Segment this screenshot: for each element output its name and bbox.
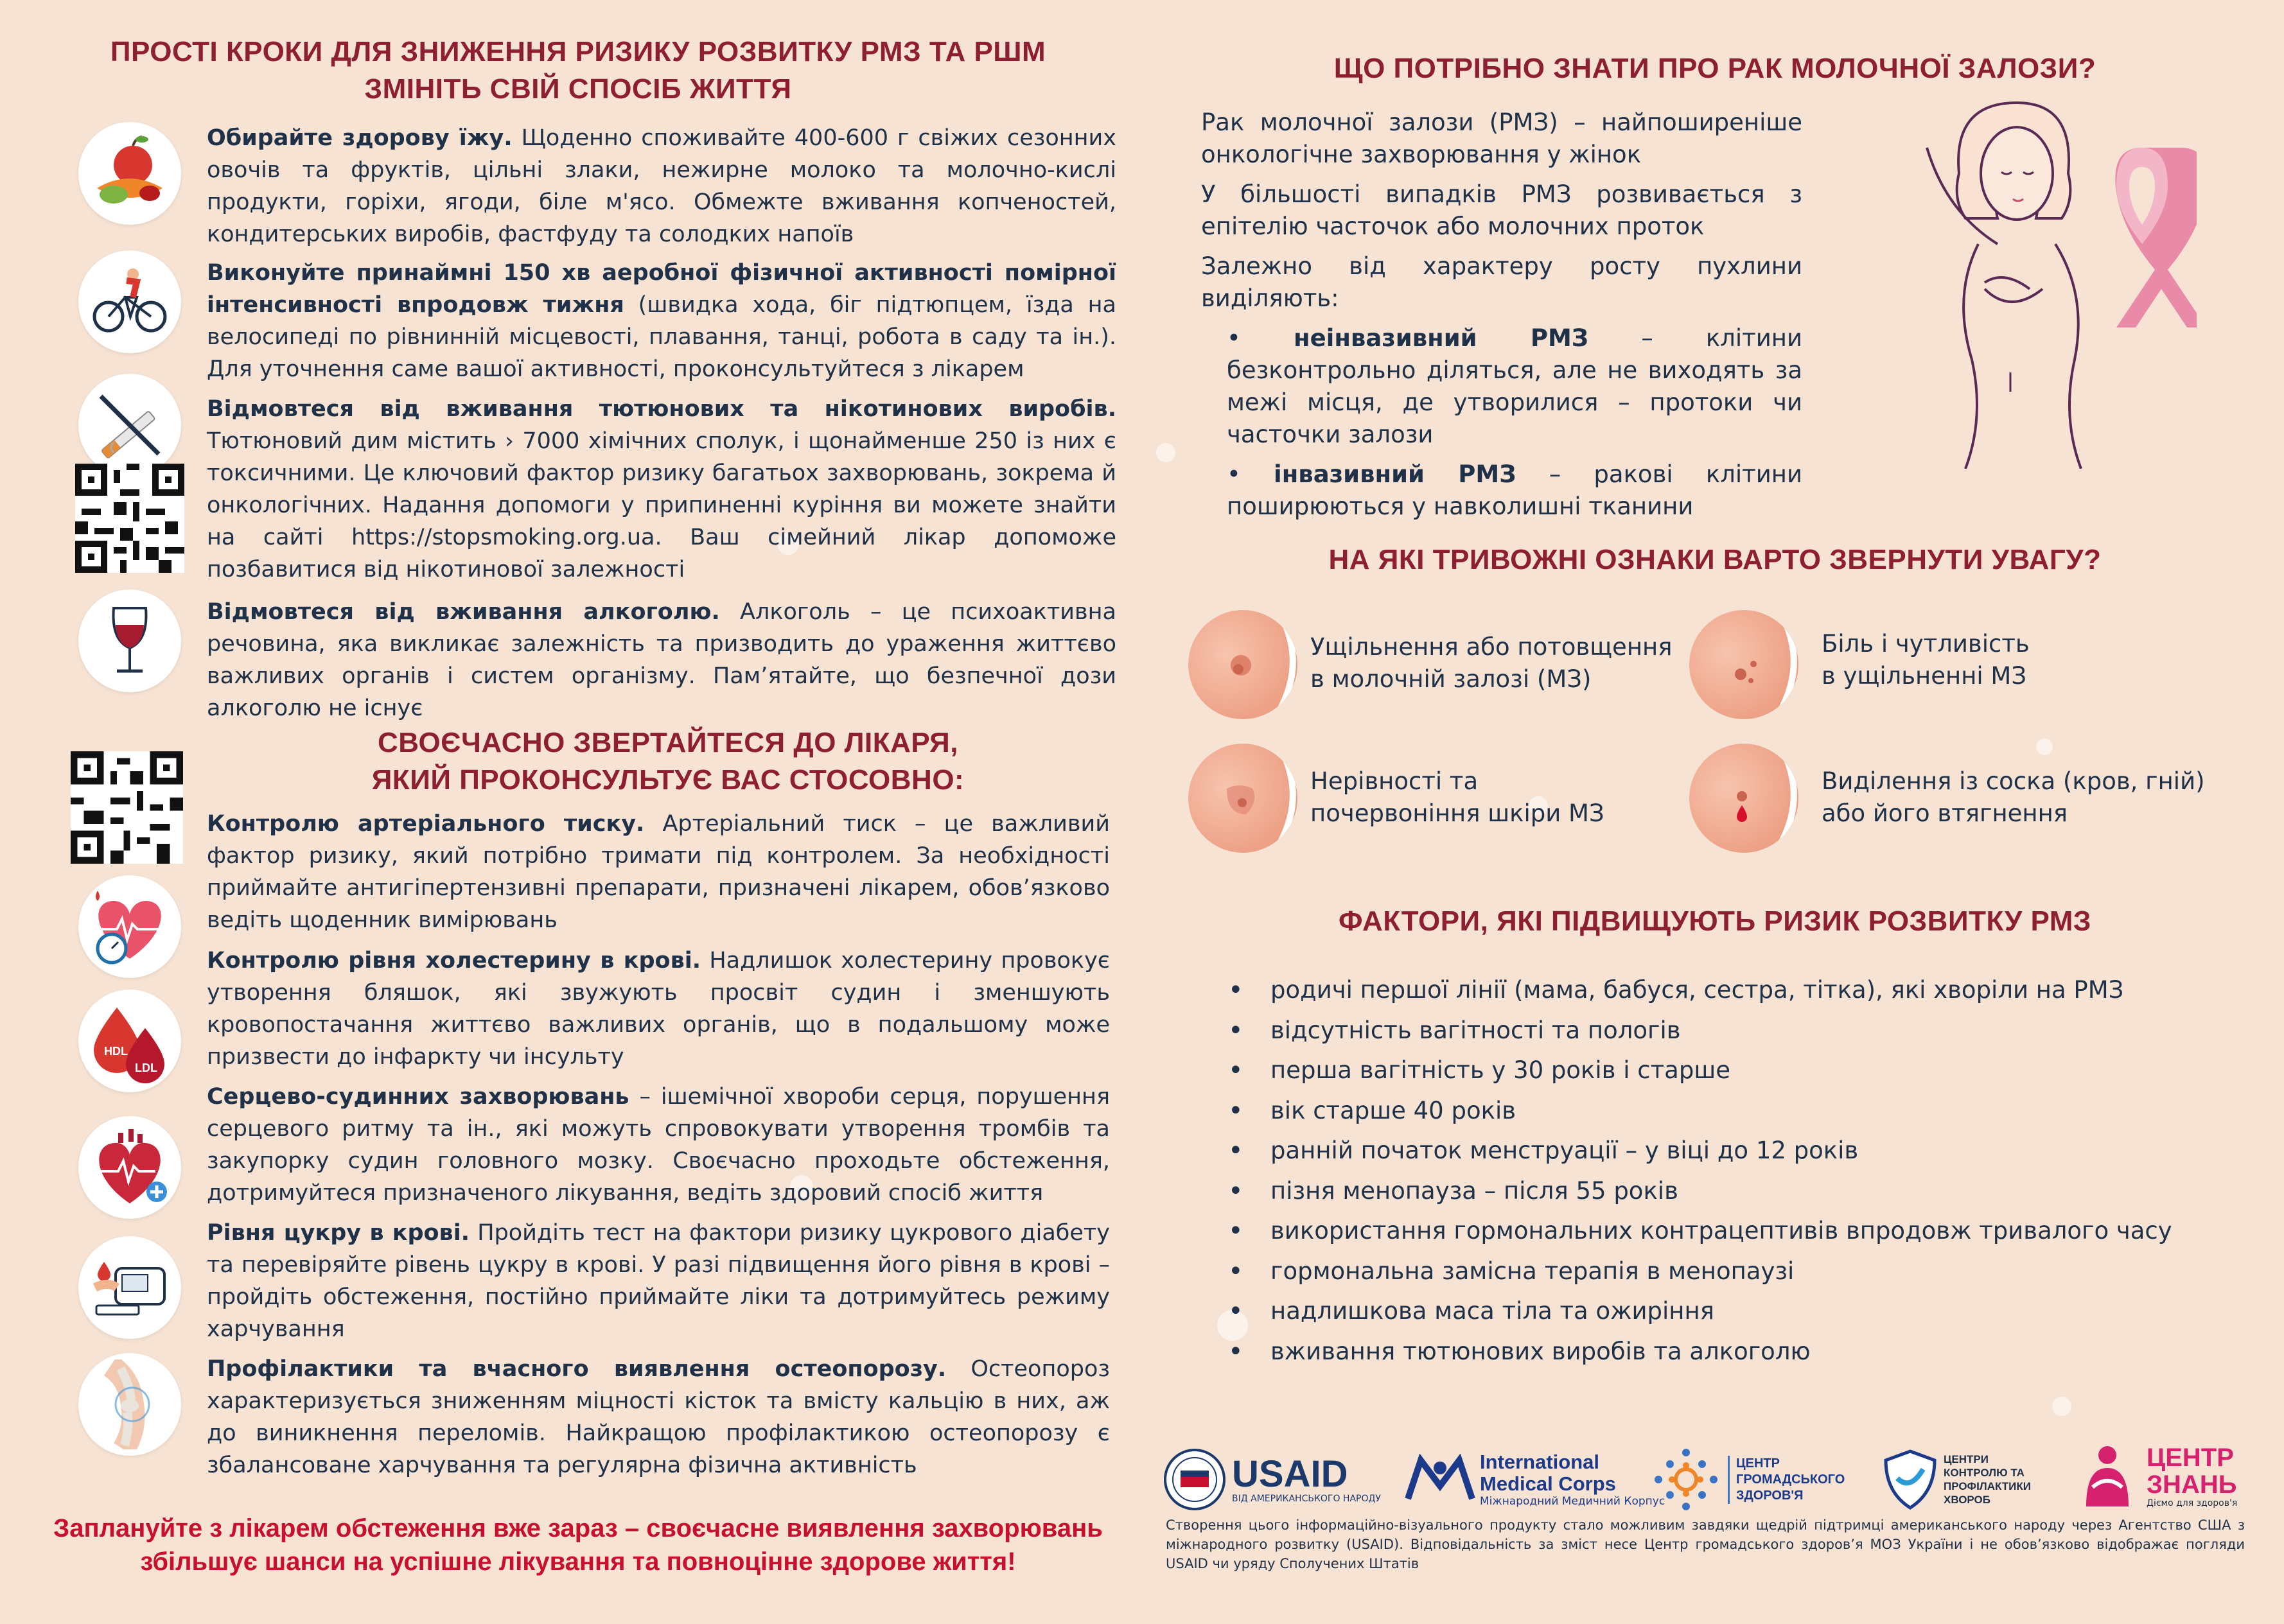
item-bold: Контролю артеріального тиску.	[207, 811, 645, 837]
disclaimer-text: Створення цього інформаційно-візуального продукту стало можливим завдяки щедрій підтримці американського народу через Агентство США з міжнародного розвитку (USAID). Відповідальність за зміст несе Центр громадського здоров’я МОЗ України і не обов’язково відображає погляди USAID чи уряду Сполучених Штатів	[1166, 1517, 2245, 1571]
ckp-logo	[1883, 1446, 2031, 1513]
item-bold: Відмовтеся від вживання алкоголю.	[207, 599, 720, 625]
usaid-logo	[1164, 1446, 1381, 1513]
list-item: • використання гормональних контрацептивів впродовж тривалого часу	[1228, 1211, 2204, 1252]
section-title: ЩО ПОТРІБНО ЗНАТИ ПРО РАК МОЛОЧНОЇ ЗАЛОЗИ?	[1333, 53, 2096, 84]
title-line: ЯКИЙ ПРОКОНСУЛЬТУЄ ВАС СТОСОВНО:	[371, 764, 965, 796]
list-item-blood-pressure	[207, 808, 1110, 936]
item-text	[207, 1081, 1110, 1209]
item-body: Артеріальний тиск – це важливий фактор ризику, який потрібно тримати під контролем. За необхідності приймайте антигіпертензивні препарати, призначені лікарем, обов’язково ведіть щоденник вимірювань	[207, 811, 1110, 933]
info-bullet: • неінвазивний РМЗ – клітини безконтрольно діляться, але не виходять за межі місця, де утворилися – протоки чи часточки залози	[1227, 324, 1802, 448]
section-title	[39, 33, 1118, 108]
imc-line: Medical Corps	[1480, 1472, 1616, 1495]
ckp-shield-icon	[1883, 1449, 1937, 1510]
right-section2-title	[1201, 541, 2229, 579]
item-text	[207, 596, 1116, 724]
list-item: • вживання тютюнових виробів та алкоголю	[1228, 1332, 2204, 1372]
knee-joint-icon	[78, 1353, 181, 1456]
hdl-label: HDL	[104, 1045, 128, 1058]
footer-line: Заплануйте з лікарем обстеження вже зараз – своєчасне виявлення захворювань	[53, 1514, 1103, 1542]
risk-factors	[1228, 970, 2204, 1372]
blood-drops-icon	[78, 990, 181, 1092]
wine-glass-icon	[78, 589, 181, 692]
item-body: Щоденно споживайте 400-600 г свіжих сезонних овочів та фруктів, цільні злаки, нежирне молоко та молочно-кислі продукти, горіхи, ягоди, біле м'ясо. Обмежте вживання копченостей, кондитерських виробів, фастфуду та солодких напоїв	[207, 125, 1116, 247]
item-text	[207, 257, 1116, 385]
usaid-text	[1232, 1455, 1381, 1504]
imc-tagline: Міжнародний Медичний Корпус	[1480, 1495, 1665, 1508]
list-item: • родичі першої лінії (мама, бабуся, сестра, тітка), які хворіли на РМЗ	[1228, 970, 2204, 1011]
sign-line: Нерівності та	[1310, 767, 1479, 795]
list-item-food	[207, 122, 1116, 250]
info-paragraph: Залежно від характеру росту пухлини виділяють:	[1201, 252, 1802, 312]
section-title: НА ЯКІ ТРИВОЖНІ ОЗНАКИ ВАРТО ЗВЕРНУТИ УВАГУ?	[1328, 544, 2102, 575]
cz-logo	[2073, 1438, 2237, 1514]
cgz-line: ЗДОРОВ'Я	[1736, 1488, 1804, 1503]
factor-list	[1228, 970, 2204, 1372]
cgz-emblem-icon	[1651, 1446, 1721, 1513]
disclaimer	[1166, 1515, 2245, 1573]
imc-line: International	[1480, 1451, 1600, 1473]
right-section1-title	[1201, 50, 2229, 87]
item-bold: Профілактики та вчасного виявлення остеопорозу.	[207, 1356, 947, 1382]
item-bold: Серцево-судинних захворювань	[207, 1084, 629, 1110]
sign-line: Біль і чутливість	[1822, 630, 2030, 658]
item-bold: Відмовтеся від вживання тютюнових та нікотинових виробів.	[207, 396, 1116, 422]
list-item: • відсутність вагітності та пологів	[1228, 1011, 2204, 1051]
ckp-line: ХВОРОБ	[1944, 1494, 1990, 1506]
list-item-cholesterol	[104, 945, 1110, 1074]
usaid-tagline: ВІД АМЕРИКАНСЬКОГО НАРОДУ	[1232, 1494, 1381, 1504]
bullet-body: – клітини безконтрольно діляться, але не виходять за межі місця, де утворилися – протоки чи часточки залози	[1227, 324, 1802, 448]
cgz-logo	[1651, 1446, 1845, 1513]
item-text	[207, 1353, 1110, 1481]
list-item-cardiovascular	[207, 1081, 1110, 1209]
cgz-line: ГРОМАДСЬКОГО	[1736, 1472, 1845, 1487]
info-paragraph: У більшості випадків РМЗ розвивається з епітелію часточок або молочних проток	[1201, 180, 1802, 240]
item-text	[207, 945, 1110, 1073]
right-section3-title	[1201, 903, 2229, 940]
bg-dot	[1156, 443, 1175, 462]
item-body: Тютюновий дим містить › 7000 хімічних сполук, і щонайменше 250 із них є токсичними. Це ключовий фактор ризику багатьох захворювань, зокрема й онкологічних. Надання допомоги у припиненні куріння ви можете знайти на сайті https://stopsmoking.org.ua. Ваш сімейний лікар допоможе позбавитися від нікотинової залежності	[207, 428, 1116, 582]
bg-dot	[2052, 1397, 2071, 1416]
item-text	[207, 1217, 1110, 1345]
section-title	[218, 724, 1118, 799]
list-item: • вік старше 40 років	[1228, 1091, 2204, 1131]
sign-skin	[1310, 765, 1604, 830]
ckp-line: ЦЕНТРИ	[1944, 1453, 1989, 1465]
food-icon	[78, 122, 181, 225]
blood-pressure-icon	[78, 875, 181, 978]
title-line: ПРОСТІ КРОКИ ДЛЯ ЗНИЖЕННЯ РИЗИКУ РОЗВИТКУ РМЗ ТА РШМ	[110, 36, 1046, 67]
sign-line: в молочній залозі (МЗ)	[1310, 665, 1592, 693]
list-item-osteoporosis	[207, 1353, 1110, 1481]
footer-line: збільшує шанси на успішне лікування та повноцінне здорове життя!	[140, 1548, 1016, 1576]
item-body: Надлишок холестерину провокує утворення бляшок, які звужують просвіт судин і зменшують кровопостачання життєво важливих органів, що в подальшому може призвести до інфаркту чи інсульту	[207, 948, 1110, 1070]
item-body: Остеопороз характеризується зниженням міцності кісток та вмісту кальцію в них, аж до виникнення переломів. Найкращою профілактикою остеопорозу є збалансоване харчування та регулярна фізична активність	[207, 1356, 1110, 1478]
breast-skin-icon	[1188, 744, 1297, 853]
breast-pain-icon	[1689, 610, 1798, 719]
qr-code-icon	[71, 751, 183, 864]
list-item-smoking	[207, 393, 1116, 586]
ckp-line: КОНТРОЛЮ ТА	[1944, 1467, 2025, 1479]
sign-lump	[1310, 631, 1672, 695]
ldl-label: LDL	[135, 1061, 157, 1074]
nipple-discharge-icon	[1689, 744, 1798, 853]
cz-line: ЗНАНЬ	[2147, 1471, 2237, 1499]
imc-emblem-icon	[1401, 1454, 1479, 1505]
item-bold: Контролю рівня холестерину в крові.	[207, 948, 701, 974]
sign-pain	[1822, 628, 2030, 692]
list-item: • гормональна замісна терапія в менопаузі	[1228, 1252, 2204, 1292]
item-text	[207, 808, 1110, 936]
title-line: СВОЄЧАСНО ЗВЕРТАЙТЕСЯ ДО ЛІКАРЯ,	[377, 727, 958, 758]
pink-ribbon-icon	[2087, 128, 2197, 327]
info-bullet: • інвазивний РМЗ – ракові клітини поширюються у навколишні тканини	[1227, 460, 1802, 520]
cgz-line: ЦЕНТР	[1736, 1456, 1780, 1471]
sign-line: почервоніння шкіри МЗ	[1310, 799, 1604, 827]
sign-line: Виділення із соска (кров, гній)	[1822, 767, 2205, 795]
usaid-seal-icon	[1164, 1449, 1225, 1510]
item-bold: Обирайте здорову їжу.	[207, 125, 513, 151]
sign-discharge	[1822, 765, 2205, 830]
item-text	[207, 122, 1116, 250]
bullet-bold: інвазивний РМЗ	[1274, 460, 1516, 488]
imc-logo	[1401, 1446, 1665, 1513]
bullet-body: – ракові клітини поширюються у навколишні тканини	[1227, 460, 1802, 520]
left-section2-title	[218, 724, 1118, 799]
list-item: • ранній початок менструації – у віці до 12 років	[1228, 1131, 2204, 1171]
cz-tagline: Діємо для здоров'я	[2147, 1498, 2238, 1508]
list-item-activity	[207, 257, 1116, 385]
item-bold: Виконуйте принаймні 150 хв аеробної фізичної активності помірної інтенсивності впродовж тижня	[207, 260, 1116, 318]
glucometer-icon	[78, 1236, 181, 1339]
item-body: – ішемічної хвороби серця, порушення серцевого ритму та ін., які можуть спровокувати утворення тромбів та закупорку судин головного мозку. Своєчасно проходьте обстеження, дотримуйтеся призначеного лікування, ведіть здоровий спосіб життя	[207, 1084, 1110, 1206]
list-item: • надлишкова маса тіла та ожиріння	[1228, 1291, 2204, 1332]
sign-line: або його втягнення	[1822, 799, 2068, 827]
left-section1-title	[39, 33, 1118, 108]
sign-line: в ущільненні МЗ	[1822, 662, 2027, 690]
item-bold: Рівня цукру в крові.	[207, 1220, 470, 1246]
item-body: Алкоголь – це психоактивна речовина, яка викликає залежність та призводить до ураження життєво важливих органів і систем організму. Пам’ятайте, що безпечної дози алкоголю не існує	[207, 599, 1116, 721]
list-item: • перша вагітність у 30 років і старше	[1228, 1051, 2204, 1091]
item-body: Пройдіть тест на фактори ризику цукрового діабету та перевіряйте рівень цукру в крові. У разі підвищення його рівня в крові – пройдіть обстеження, постійно приймайте ліки та дотримуйтесь режиму харчування	[207, 1220, 1110, 1342]
section-title: ФАКТОРИ, ЯКІ ПІДВИЩУЮТЬ РИЗИК РОЗВИТКУ РМЗ	[1339, 905, 2091, 937]
sign-line: Ущільнення або потовщення	[1310, 633, 1673, 661]
bicycle-icon	[78, 250, 181, 353]
no-smoking-icon	[78, 374, 181, 476]
list-item-blood-sugar	[207, 1217, 1110, 1345]
info-paragraph: Рак молочної залози (РМЗ) – найпоширеніше онкологічне захворювання у жінок	[1201, 109, 1802, 168]
heart-icon	[78, 1116, 181, 1219]
cz-line: ЦЕНТР	[2147, 1444, 2234, 1472]
breast-lump-icon	[1188, 610, 1297, 719]
list-item-alcohol	[207, 596, 1116, 724]
item-text	[207, 393, 1116, 586]
bc-info	[1201, 107, 1802, 523]
bullet-bold: неінвазивний РМЗ	[1294, 324, 1589, 352]
footer-callout	[26, 1512, 1130, 1578]
usaid-wordmark: USAID	[1232, 1453, 1348, 1495]
item-body: (швидка хода, біг підтюпцем, їзда на велосипеді по рівнинній місцевості, плавання, танці, робота в саду та ін.). Для уточнення саме вашої активності, проконсультуйтеся з лікарем	[207, 292, 1116, 382]
cz-people-icon	[2073, 1442, 2141, 1510]
list-item: • пізня менопауза – після 55 років	[1228, 1171, 2204, 1212]
qr-code-icon	[75, 464, 184, 573]
title-line: ЗМІНІТЬ СВІЙ СПОСІБ ЖИТТЯ	[364, 73, 792, 105]
ckp-line: ПРОФІЛАКТИКИ	[1944, 1480, 2031, 1492]
bg-dot	[2036, 738, 2053, 755]
